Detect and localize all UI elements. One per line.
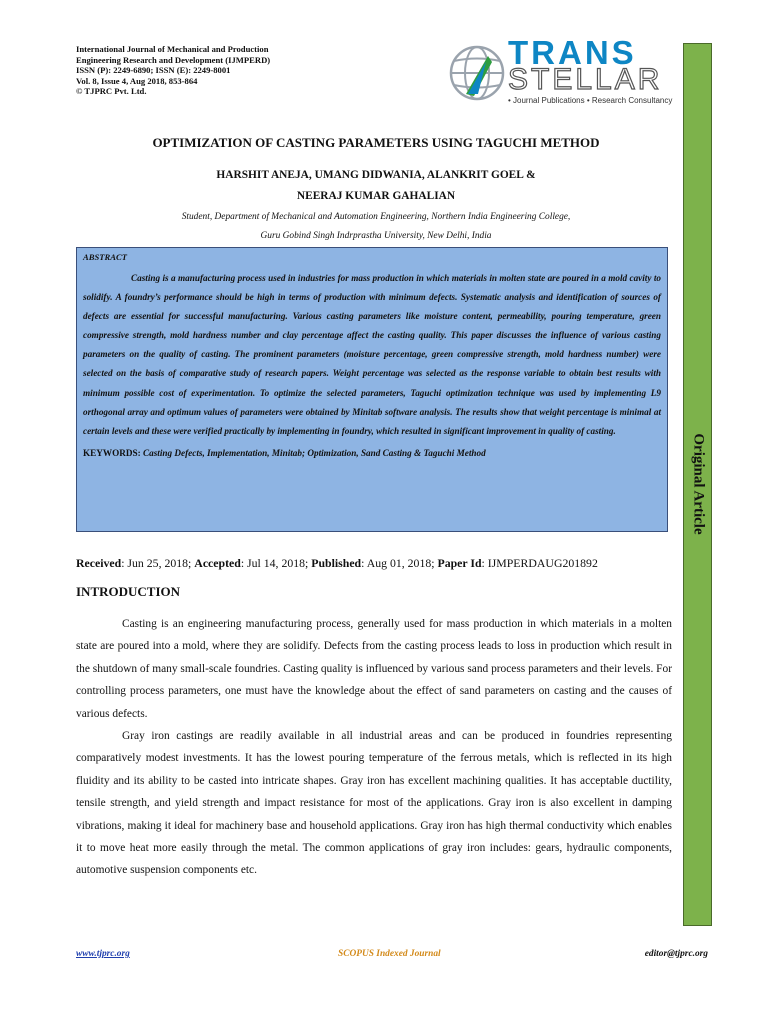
keywords-label: KEYWORDS: bbox=[83, 447, 141, 458]
keywords-text: Casting Defects, Implementation, Minitab; Optimization, Sand Casting & Taguchi Method bbox=[142, 447, 486, 458]
received-label: Received bbox=[76, 556, 122, 570]
intro-paragraph-2: Gray iron castings are readily available in all industrial areas and can be produced in foundries representing comparatively modest investments. It has the lowest pouring temperature of the ferrous metals, which is reflected in its high fluidity and its ability to be casted into intricate shapes. Gray iron has excellent machining qualities. It has acceptable ductility, tensile strength, and yield strength and impact resistance for most of the applications. Gray iron is also excellent in damping vibrations, making it ideal for machinery base and household applications. Gray iron has high thermal conductivity which enables it to move heat more easily through the metal. The common applications of gray iron includes: gears, hydraulic components, automotive suspension components etc. bbox=[76, 730, 672, 877]
affiliation-line: Guru Gobind Singh Indrprastha University, New Delhi, India bbox=[260, 230, 492, 241]
authors-line: NEERAJ KUMAR GAHALIAN bbox=[296, 190, 456, 202]
accepted-date: : Jul 14, 2018; bbox=[240, 556, 312, 570]
journal-line: International Journal of Mechanical and Production bbox=[76, 44, 269, 54]
logo-word-stellar: STELLAR bbox=[508, 63, 663, 96]
published-date: : Aug 01, 2018; bbox=[361, 556, 438, 570]
intro-paragraph-1: Casting is an engineering manufacturing process, generally used for mass production in which materials in a molten state are poured into a mold, where they are solidify. Defects from the casting process leads to loss in production which result in the shutdown of many small-scale foundries. Casting quality is influenced by various sand process parameters and their levels. For controlling process parameters, one must have the knowledge about the effect of sand parameters on casting and the causes of various defects. bbox=[76, 618, 672, 720]
authors-line: HARSHIT ANEJA, UMANG DIDWANIA, ALANKRIT GOEL & bbox=[216, 169, 536, 181]
side-label: Original Article bbox=[690, 433, 706, 535]
accepted-label: Accepted bbox=[194, 556, 241, 570]
introduction-heading: INTRODUCTION bbox=[76, 584, 181, 599]
dates-line bbox=[76, 556, 598, 571]
scopus-label: SCOPUS Indexed Journal bbox=[338, 949, 441, 959]
abstract-heading: ABSTRACT bbox=[83, 252, 127, 262]
journal-line: Engineering Research and Development (IJMPERD) bbox=[76, 54, 271, 65]
published-label: Published bbox=[311, 556, 362, 570]
affiliation bbox=[76, 208, 676, 245]
abstract-box bbox=[76, 247, 668, 532]
journal-line: ISSN (P): 2249-6890; ISSN (E): 2249-8001 bbox=[76, 65, 231, 76]
received-date: : Jun 25, 2018; bbox=[121, 556, 195, 570]
journal-info bbox=[76, 44, 376, 97]
paperid-label: Paper Id bbox=[437, 556, 482, 570]
journal-line: © TJPRC Pvt. Ltd. bbox=[76, 86, 147, 97]
logo-word-trans: TRANS bbox=[508, 34, 637, 71]
keywords bbox=[83, 447, 661, 459]
transstellar-logo bbox=[446, 34, 676, 108]
paper-title: OPTIMIZATION OF CASTING PARAMETERS USING TAGUCHI METHOD bbox=[152, 135, 600, 150]
logo-tagline: • Journal Publications • Research Consultancy bbox=[508, 96, 673, 105]
paper-id: : IJMPERDAUG201892 bbox=[481, 556, 598, 570]
website-link[interactable]: www.tjprc.org bbox=[76, 949, 130, 959]
journal-line: Vol. 8, Issue 4, Aug 2018, 853-864 bbox=[76, 75, 198, 86]
globe-icon bbox=[448, 44, 506, 102]
affiliation-line: Student, Department of Mechanical and Automation Engineering, Northern India Engineering College, bbox=[181, 212, 571, 222]
editor-email[interactable]: editor@tjprc.org bbox=[644, 949, 708, 959]
side-banner bbox=[683, 43, 712, 926]
authors bbox=[76, 165, 676, 207]
abstract-text: Casting is a manufacturing process used in industries for mass production in which materials in molten state are poured in a mold cavity to solidify. A foundry’s performance should be high in terms of production with minimum defects. Systematic analysis and identification of sources of defects are essential for successful manufacturing. Various casting parameters like moisture content, permeability, pouring temperature, green compressive strength, mold hardness number and clay percentage affect the casting quality. This paper discusses the influence of various casting parameters on the quality of casting. The prominent parameters (moisture percentage, green compressive strength, mold hardness number) were selected on the basis of comparative study of research papers. Weight percentage was selected as the response variable to obtain best results with minimum possible cost of experimentation. To optimize the selected parameters, Taguchi optimization technique was used by implementing L9 orthogonal array and optimum values of parameters were obtained by Minitab software analysis. The results show that weight percentage is minimal at certain levels and these were verified practically by implementing in foundry, which resulted in significant improvement in quality of casting. bbox=[83, 273, 661, 436]
